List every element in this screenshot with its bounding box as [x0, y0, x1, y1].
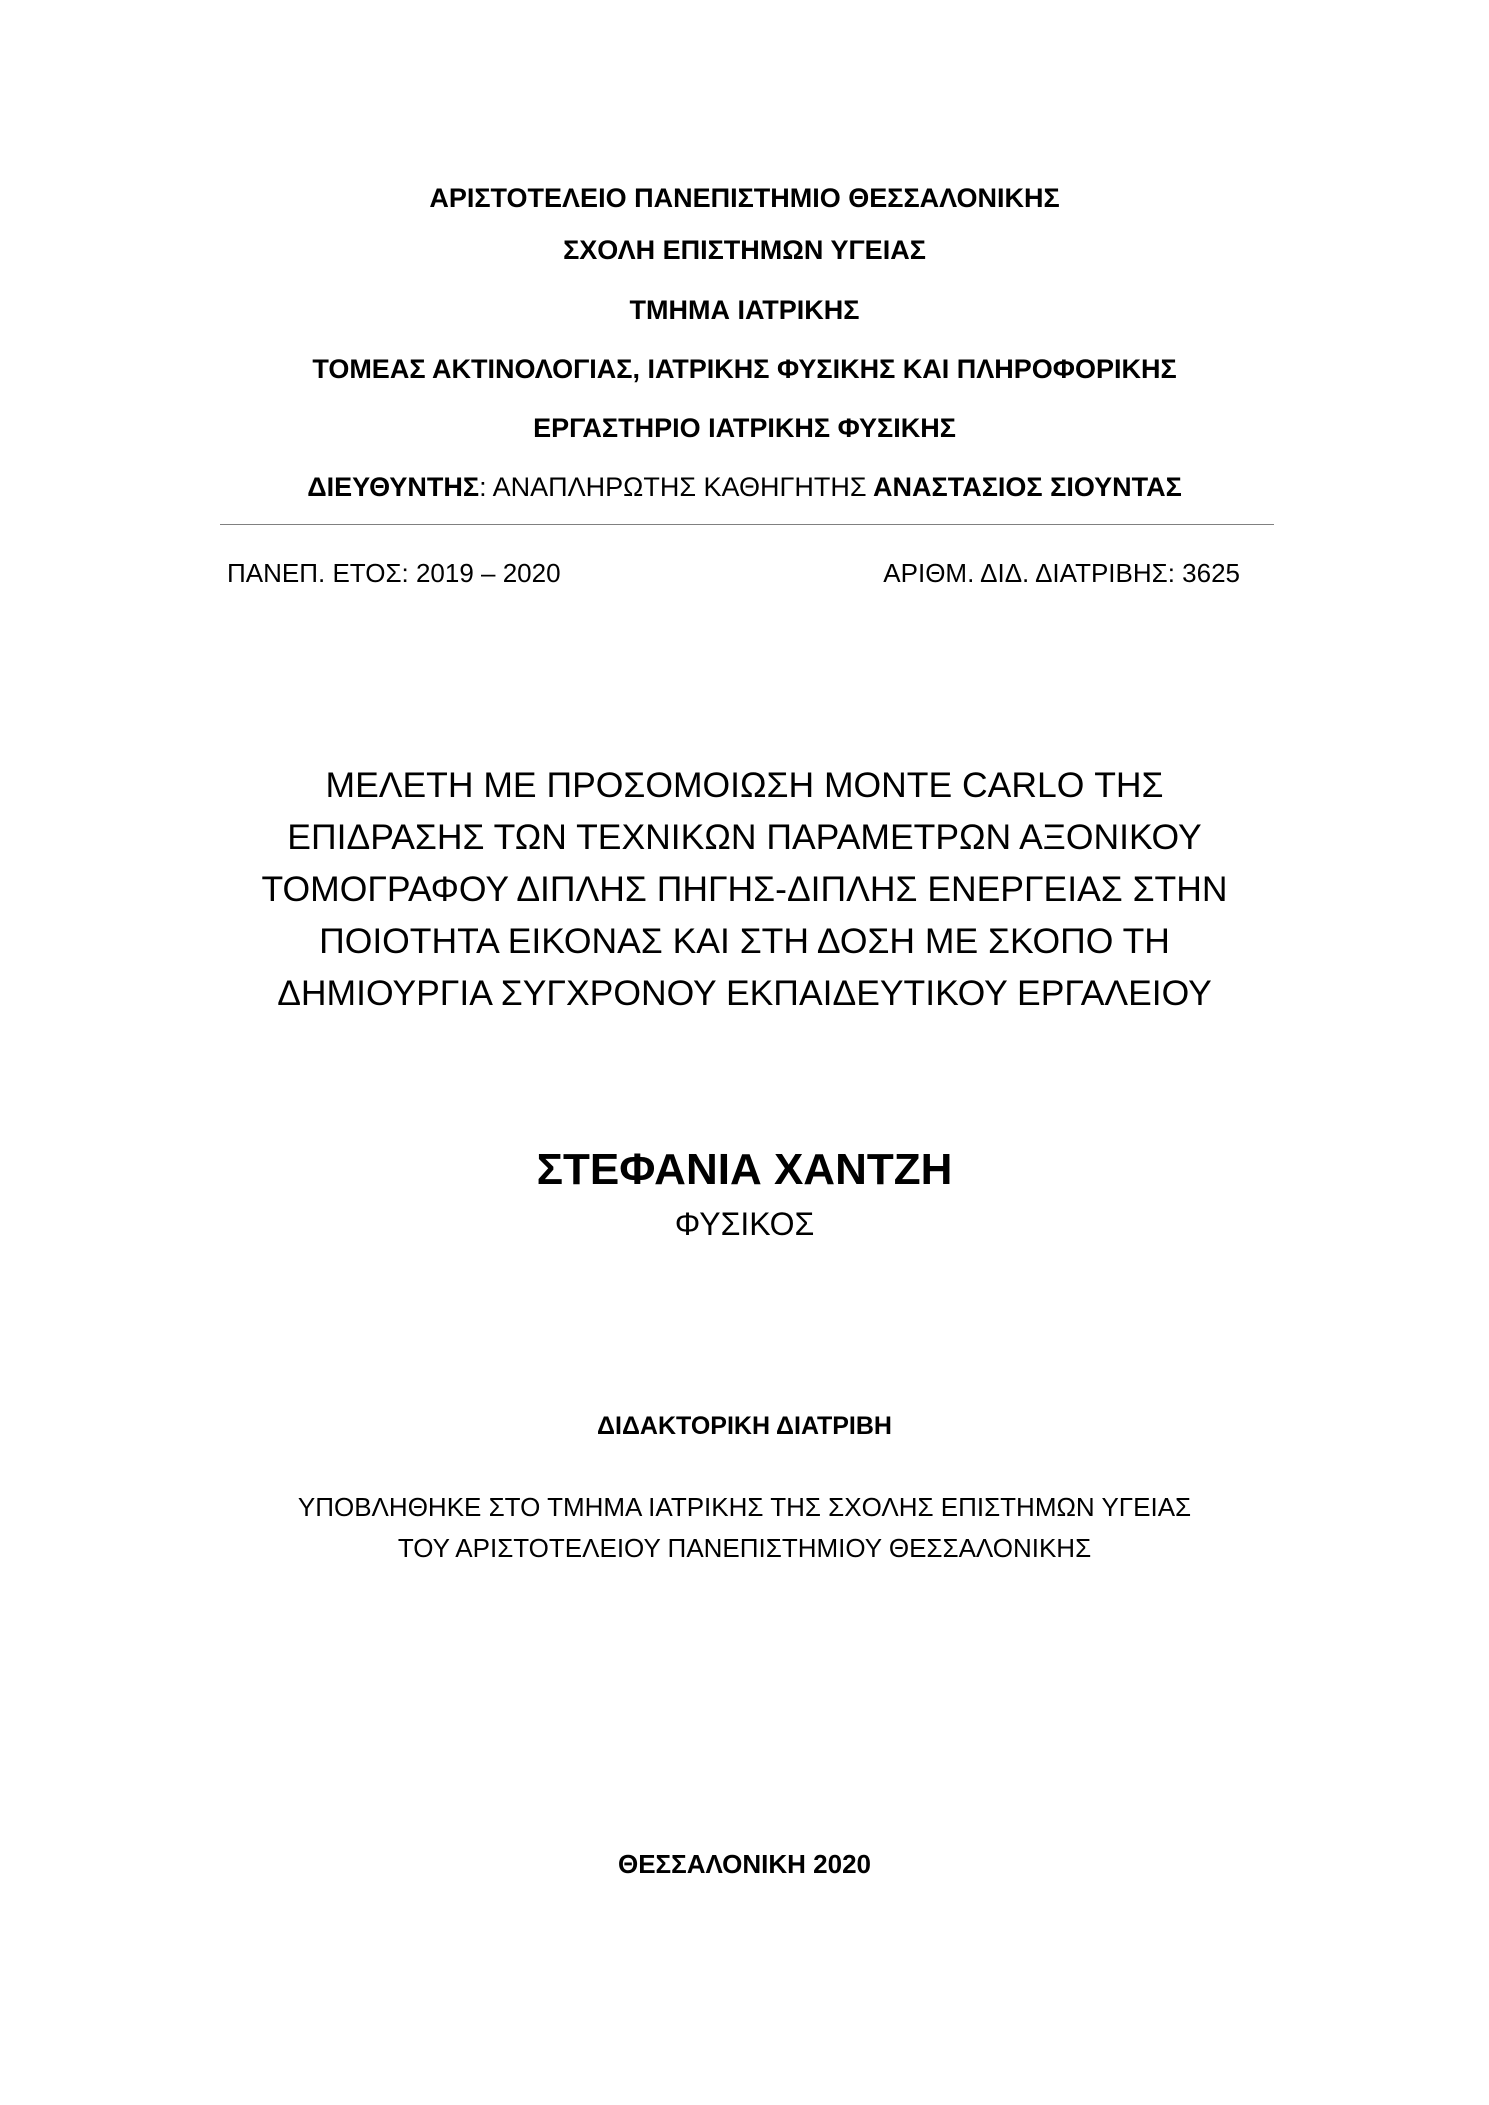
title-line: ΕΠΙΔΡΑΣΗΣ ΤΩΝ ΤΕΧΝΙΚΩΝ ΠΑΡΑΜΕΤΡΩΝ ΑΞΟΝΙΚΟΥ — [287, 817, 1202, 857]
title-line: ΤΟΜΟΓΡΑΦΟΥ ΔΙΠΛΗΣ ΠΗΓΗΣ-ΔΙΠΛΗΣ ΕΝΕΡΓΕΙΑΣ ΣΤΗΝ — [261, 869, 1228, 909]
header-divider — [220, 524, 1274, 525]
laboratory-name: ΕΡΓΑΣΤΗΡΙΟ ΙΑΤΡΙΚΗΣ ΦΥΣΙΚΗΣ — [533, 413, 956, 443]
title-line: ΠΟΙΟΤΗΤΑ ΕΙΚΟΝΑΣ ΚΑΙ ΣΤΗ ΔΟΣΗ ΜΕ ΣΚΟΠΟ ΤΗ — [319, 921, 1170, 961]
department-name: ΤΜΗΜΑ ΙΑΤΡΙΚΗΣ — [629, 295, 860, 325]
school-name: ΣΧΟΛΗ ΕΠΙΣΤΗΜΩΝ ΥΓΕΙΑΣ — [563, 235, 926, 265]
submission-line: ΤΟΥ ΑΡΙΣΤΟΤΕΛΕΙΟΥ ΠΑΝΕΠΙΣΤΗΜΙΟΥ ΘΕΣΣΑΛΟΝΙΚΗΣ — [397, 1533, 1092, 1563]
place-date: ΘΕΣΣΑΛΟΝΙΚΗ 2020 — [617, 1849, 872, 1879]
director-label: ΔΙΕΥΘΥΝΤΗΣ — [307, 472, 480, 502]
academic-year: ΠΑΝΕΠ. ΕΤΟΣ: 2019 – 2020 — [227, 558, 561, 588]
title-line: ΔΗΜΙΟΥΡΓΙΑ ΣΥΓΧΡΟΝΟΥ ΕΚΠΑΙΔΕΥΤΙΚΟΥ ΕΡΓΑΛΕΙΟΥ — [277, 973, 1212, 1013]
director-line — [0, 470, 1489, 504]
thesis-number: ΑΡΙΘΜ. ΔΙΔ. ΔΙΑΤΡΙΒΗΣ: 3625 — [883, 558, 1240, 588]
director-separator: : — [479, 472, 493, 502]
thesis-type: ΔΙΔΑΚΤΟΡΙΚΗ ΔΙΑΤΡΙΒΗ — [597, 1412, 892, 1440]
thesis-title — [0, 759, 1489, 1019]
university-name: ΑΡΙΣΤΟΤΕΛΕΙΟ ΠΑΝΕΠΙΣΤΗΜΙΟ ΘΕΣΣΑΛΟΝΙΚΗΣ — [429, 183, 1060, 213]
director-rank: ΑΝΑΠΛΗΡΩΤΗΣ ΚΑΘΗΓΗΤΗΣ — [492, 472, 867, 502]
director-name: ΑΝΑΣΤΑΣΙΟΣ ΣΙΟΥΝΤΑΣ — [873, 472, 1182, 502]
submission-line: ΥΠΟΒΛΗΘΗΚΕ ΣΤΟ ΤΜΗΜΑ ΙΑΤΡΙΚΗΣ ΤΗΣ ΣΧΟΛΗΣ ΕΠΙΣΤΗΜΩΝ ΥΓΕΙΑΣ — [297, 1492, 1192, 1522]
author-name: ΣΤΕΦΑΝΙΑ ΧΑΝΤΖΗ — [536, 1145, 953, 1194]
sector-name: ΤΟΜΕΑΣ ΑΚΤΙΝΟΛΟΓΙΑΣ, ΙΑΤΡΙΚΗΣ ΦΥΣΙΚΗΣ ΚΑΙ ΠΛΗΡΟΦΟΡΙΚΗΣ — [312, 354, 1177, 384]
author-profession: ΦΥΣΙΚΟΣ — [674, 1206, 815, 1242]
title-line: ΜΕΛΕΤΗ ΜΕ ΠΡΟΣΟΜΟΙΩΣΗ MONTE CARLO ΤΗΣ — [325, 765, 1164, 805]
